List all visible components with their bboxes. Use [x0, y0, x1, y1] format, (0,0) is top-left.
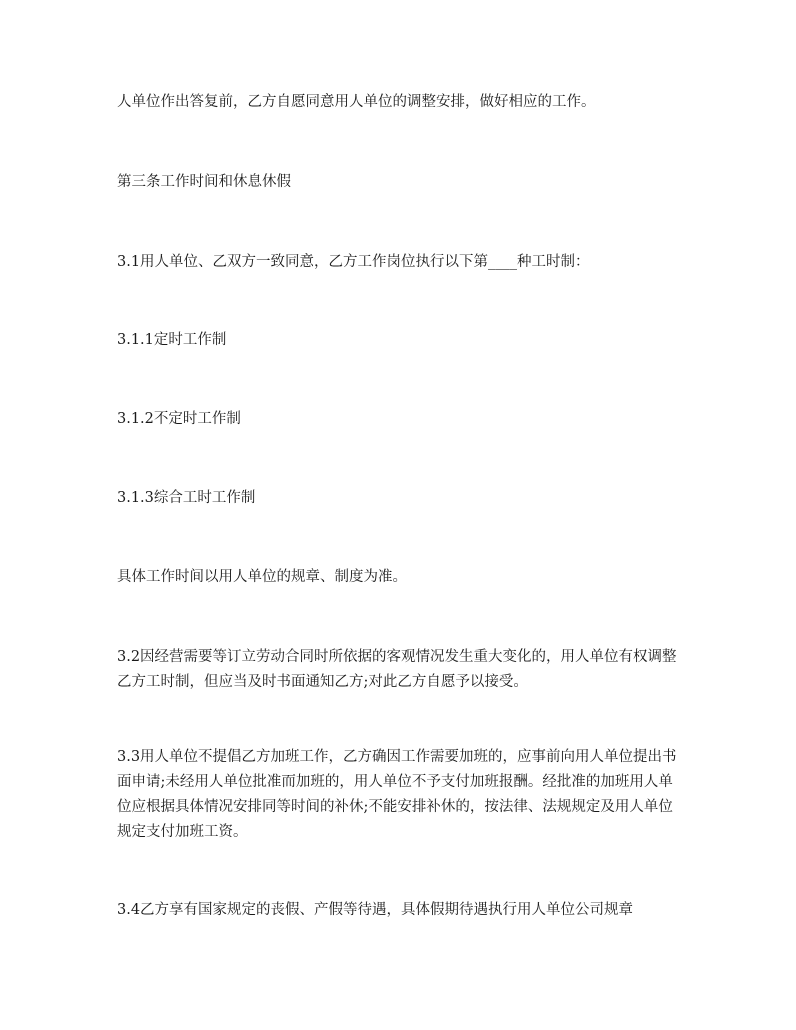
- clause-3-2: 3.2因经营需要等订立劳动合同时所依据的客观情况发生重大变化的，用人单位有权调整乙方工时制，但应当及时书面通知乙方;对此乙方自愿予以接受。: [117, 649, 677, 690]
- paragraph-working-hours-note: 具体工作时间以用人单位的规章、制度为准。: [117, 569, 407, 585]
- clause-3-1-2: 3.1.2不定时工作制: [117, 411, 241, 427]
- clause-3-3: 3.3用人单位不提倡乙方加班工作，乙方确因工作需要加班的，应事前向用人单位提出书面申请;未经用人单位批准而加班的，用人单位不予支付加班报酬。经批准的加班用人单位应根据具体情况安排同等时间的补休;不能安排补休的，按法律、法规规定及用人单位规定支付加班工资。: [117, 749, 677, 840]
- paragraph-continuation: 人单位作出答复前，乙方自愿同意用人单位的调整安排，做好相应的工作。: [117, 94, 596, 110]
- section-heading-article-3: 第三条工作时间和休息休假: [117, 174, 291, 190]
- clause-3-1-3: 3.1.3综合工时工作制: [117, 490, 256, 506]
- clause-3-1: 3.1用人单位、乙双方一致同意，乙方工作岗位执行以下第____种工时制：: [117, 254, 590, 270]
- clause-3-1-1: 3.1.1定时工作制: [117, 332, 227, 348]
- clause-3-4: 3.4乙方享有国家规定的丧假、产假等待遇，具体假期待遇执行用人单位公司规章: [117, 902, 634, 918]
